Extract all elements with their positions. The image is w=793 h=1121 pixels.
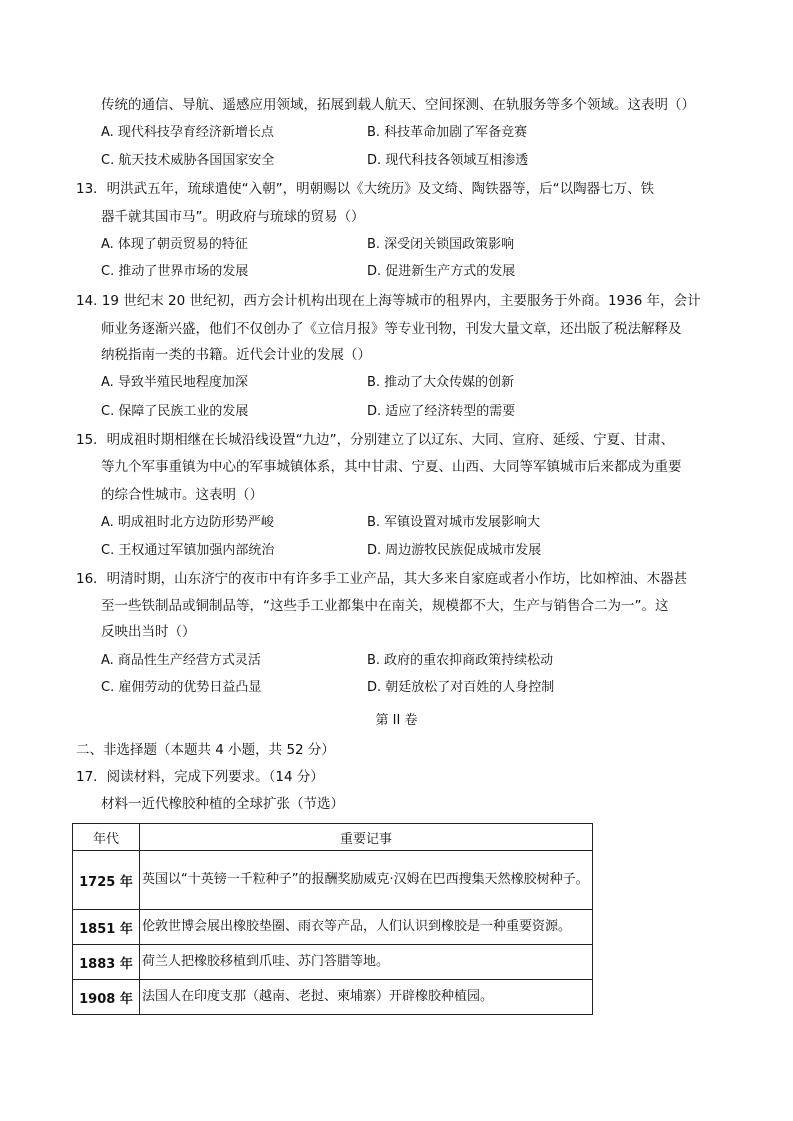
question-15-stem-line2: 等九个军事重镇为中心的军事城镇体系，其中甘肃、宁夏、山西、大同等军镇城市后来都成为重要 [101,459,682,475]
table-header-event: 重要记事 [140,824,593,851]
chronology-table [72,823,593,1015]
question-15-stem-line1: 15．明成祖时期相继在长城沿线设置“九边”，分别建立了以辽东、大同、宣府、延绥、宁夏、甘肃、 [76,432,675,448]
q15-option-c: C. 王权通过军镇加强内部统治 [101,543,275,558]
question-14-stem-line3: 纳税指南一类的书籍。近代会计业的发展（） [101,347,371,363]
question-13-stem-line2: 器千就其国市马”。明政府与琉球的贸易（） [101,209,365,225]
q15-option-b: B. 军镇设置对城市发展影响大 [367,515,541,530]
question-17-heading: 17．阅读材料，完成下列要求。（14 分） [76,769,324,785]
q14-option-c: C. 保障了民族工业的发展 [101,404,249,419]
question-16-stem-line1: 16．明清时期，山东济宁的夜市中有许多手工业产品，其大多来自家庭或者小作坊，比如榨油、木器甚 [76,571,688,587]
question-13-stem-line1: 13．明洪武五年，琉球遣使“入朝”，明朝赐以《大统历》及文绮、陶铁器等，后“以陶器七万、铁 [76,181,655,197]
q12-option-b: B. 科技革命加剧了军备竞赛 [367,125,528,140]
table-cell-year: 1908 年 [73,980,140,1015]
question-15-stem-line3: 的综合性城市。这表明（） [101,487,263,503]
q15-option-a: A. 明成祖时北方边防形势严峻 [101,515,274,530]
q13-option-a: A. 体现了朝贡贸易的特征 [101,237,248,252]
table-cell-event: 英国以“十英镑一千粒种子”的报酬奖励威克·汉姆在巴西搜集天然橡胶树种子。 [140,851,593,910]
q14-option-b: B. 推动了大众传媒的创新 [367,375,515,390]
question-16-stem-line3: 反映出当时（） [101,624,196,640]
q14-option-a: A. 导致半殖民地程度加深 [101,375,248,390]
table-row [73,980,593,1015]
table-row [73,910,593,945]
table-cell-event: 伦敦世博会展出橡胶垫圈、雨衣等产品，人们认识到橡胶是一种重要资源。 [140,910,593,945]
q16-option-d: D. 朝廷放松了对百姓的人身控制 [367,680,555,695]
q13-option-b: B. 深受闭关锁国政策影响 [367,237,515,252]
q16-option-c: C. 雇佣劳动的优势日益凸显 [101,680,262,695]
q15-option-d: D. 周边游牧民族促成城市发展 [367,543,542,558]
q13-option-c: C. 推动了世界市场的发展 [101,264,249,279]
question-12-continuation: 传统的通信、导航、遥感应用领域，拓展到载人航天、空间探测、在轨服务等多个领域。这表明（） [101,97,695,113]
q13-option-d: D. 促进新生产方式的发展 [367,264,516,279]
question-16-stem-line2: 至一些铁制品或铜制品等，“这些手工业都集中在南关，规模都不大，生产与销售合二为一”。这 [101,598,669,614]
material-title: 材料一近代橡胶种植的全球扩张（节选） [101,796,344,812]
table-cell-year: 1725 年 [73,851,140,910]
table-cell-event: 荷兰人把橡胶移植到爪哇、苏门答腊等地。 [140,945,593,980]
q12-option-c: C. 航天技术威胁各国国家安全 [101,153,275,168]
table-row [73,851,593,910]
table-header-row [73,824,593,851]
q14-option-d: D. 适应了经济转型的需要 [367,404,516,419]
q12-option-d: D. 现代科技各领域互相渗透 [367,153,529,168]
table-row [73,945,593,980]
table-cell-year: 1851 年 [73,910,140,945]
table-cell-year: 1883 年 [73,945,140,980]
table-header-year: 年代 [73,824,140,851]
question-14-stem-line2: 师业务逐渐兴盛，他们不仅创办了《立信月报》等专业刊物，刊发大量文章，还出版了税法解释及 [101,321,682,337]
volume-title: 第 II 卷 [375,713,418,728]
section-heading: 二、非选择题（本题共 4 小题，共 52 分） [76,742,335,758]
q16-option-a: A. 商品性生产经营方式灵活 [101,653,261,668]
q16-option-b: B. 政府的重农抑商政策持续松动 [367,653,554,668]
q12-option-a: A. 现代科技孕育经济新增长点 [101,125,274,140]
question-14-stem-line1: 14. 19 世纪末 20 世纪初，西方会计机构出现在上海等城市的租界内，主要服务于外商。1936 年，会计 [76,293,701,309]
table-cell-event: 法国人在印度支那（越南、老挝、柬埔寨）开辟橡胶种植园。 [140,980,593,1015]
